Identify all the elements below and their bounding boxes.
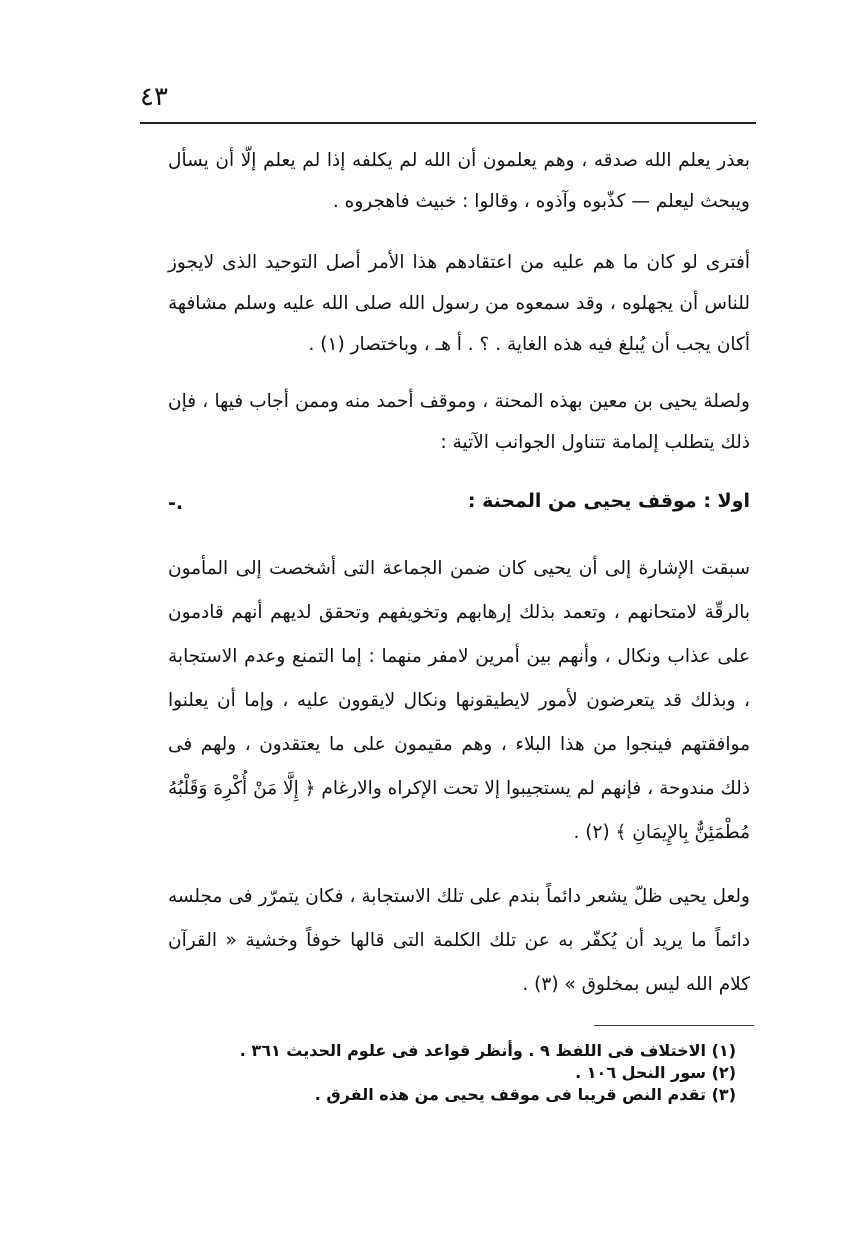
main-text [168,140,750,1007]
footnote-separator [594,1025,754,1026]
footnote-2: (٢) سور النحل ١٠٦ . [575,1063,736,1082]
paragraph-3: ولصلة يحيى بن معين بهذه المحنة ، وموقف أحمد منه وممن أجاب فيها ، فإن ذلك يتطلب إلمامة تتناول الجوانب الآتية : [168,391,750,453]
footnotes [200,1040,736,1106]
footnote-3: (٣) تقدم النص قريبا فى موقف يحيى من هذه الفرق . [314,1085,736,1104]
paragraph-1: بعذر يعلم الله صدقه ، وهم يعلمون أن الله لم يكلفه إذا لم يعلم إلّا أن يسأل ويبحث ليعلم — كذّبوه وآذوه ، وقالوا : خبيث فاهجروه . [168,150,750,212]
section-heading-block [168,475,750,527]
paragraph-2: أفترى لو كان ما هم عليه من اعتقادهم هذا الأمر أصل التوحيد الذى لايجوز للناس أن يجهلوه ، وقد سمعوه من رسول الله صلى الله عليه وسلم مشافهة أكان يجب أن يُبلغ فيه هذه الغاية . ؟ . أ هـ ، وباختصار (١) . [168,252,750,355]
header-rule [140,122,756,124]
page-number: ٤٣ [140,82,168,112]
heading-mark: -. [168,492,184,514]
footnote-1: (١) الاختلاف فى اللفظ ٩ . وأنظر قواعد فى علوم الحديث ٣٦١ . [239,1041,736,1060]
section-paragraph-2: ولعل يحيى ظلّ يشعر دائماً بندم على تلك الاستجابة ، فكان يتمرّر فى مجلسه دائماً ما يريد أن يُكفّر به عن تلك الكلمة التى قالها خوفاً وخشية « القرآن كلام الله ليس بمخلوق » (٣) . [168,886,750,995]
section-paragraph-1: سبقت الإشارة إلى أن يحيى كان ضمن الجماعة التى أشخصت إلى المأمون بالرقّة لامتحانهم ، وتعمد بذلك إرهابهم وتخويفهم وتحقق لديهم أنهم قادمون على عذاب ونكال ، وأنهم بين أمرين لامفر منهما : إما التمنع وعدم الاستجابة ، وبذلك قد يتعرضون لأمور لايطيقونها ونكال لايقوون عليه ، وإما أن يعلنوا موافقتهم فينجوا من هذا البلاء ، وهم مقيمون على ما يعتقدون ، ولهم فى ذلك مندوحة ، فإنهم لم يستجيبوا إلا تحت الإكراه والارغام ﴿ إِلَّا مَنْ أُكْرِهَ وَقَلْبُهُ مُطْمَئِنٌّ بِالإِيمَانِ ﴾ (٢) . [168,558,750,843]
section-heading: اولا : موقف يحيى من المحنة : [467,490,750,512]
